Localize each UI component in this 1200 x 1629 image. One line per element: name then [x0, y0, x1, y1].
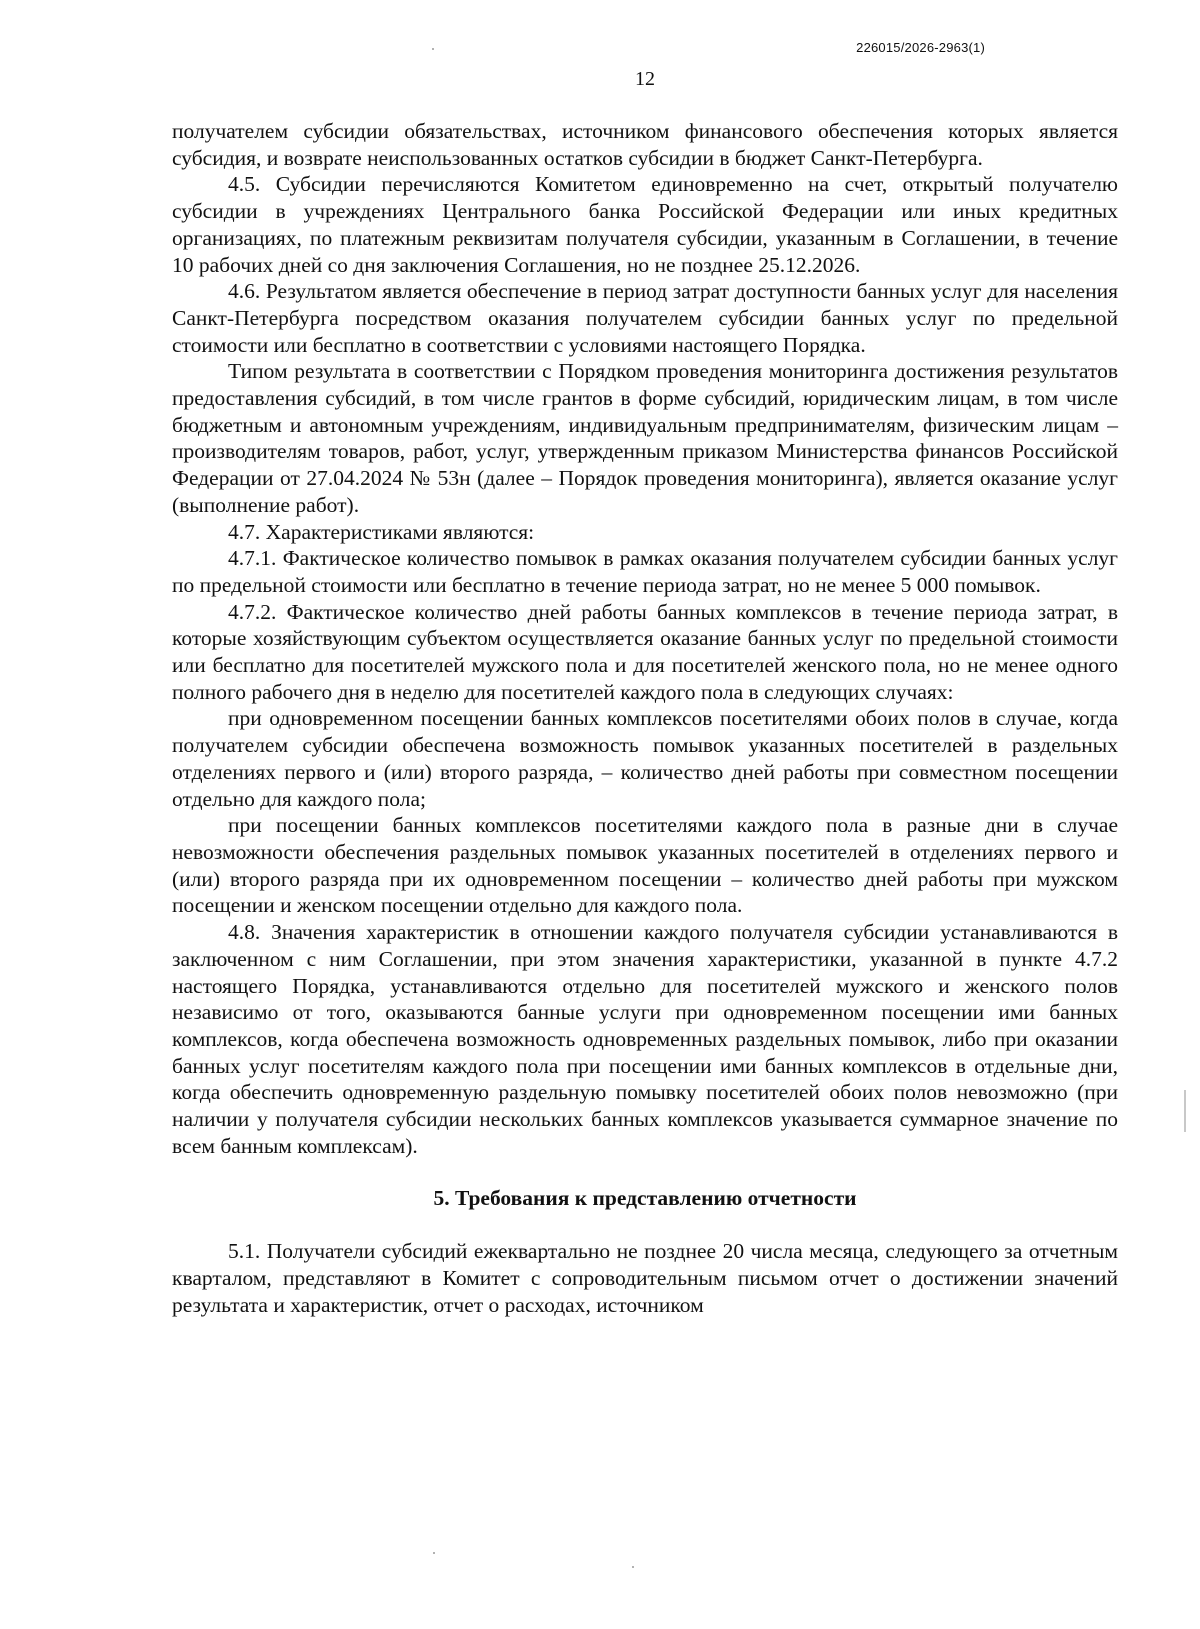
- page-number: 12: [635, 68, 655, 90]
- paragraph-4-7-1: 4.7.1. Фактическое количество помывок в рамках оказания получателем субсидии банных услуг по предельной стоимости или бесплатно в течение периода затрат, но не менее 5 000 помывок.: [172, 546, 1118, 597]
- scan-speck: [432, 48, 434, 50]
- scan-speck: [433, 1552, 435, 1554]
- section-heading-reporting: 5. Требования к представлению отчетности: [433, 1186, 857, 1211]
- paragraph-4-8: 4.8. Значения характеристик в отношении каждого получателя субсидии устанавливаются в заключенном с ним Соглашении, при этом значения характеристики, указанной в пункте 4.7.2 настоящего Порядка, устанавливаются отдельно для посетителей мужского и женского полов независимо от того, оказываются банные услуги при одновременном посещении ими банных комплексов, когда обеспечена возможность одновременных раздельных помывок, либо при оказании банных услуг посетителям каждого пола при посещении ими банных комплексов в отдельные дни, когда обеспечить одновременную раздельную помывку посетителей обоих полов невозможно (при наличии у получателя субсидии нескольких банных комплексов указывается суммарное значение по всем банным комплексам).: [172, 920, 1118, 1158]
- scan-margin-mark: [1184, 1090, 1186, 1132]
- paragraph-4-7: 4.7. Характеристиками являются:: [228, 519, 535, 544]
- paragraph-4-6: 4.6. Результатом является обеспечение в период затрат доступности банных услуг для населения Санкт-Петербурга посредством оказания получателем субсидии банных услуг по предельной стоимости или бесплатно в соответствии с условиями настоящего Порядка.: [172, 279, 1118, 357]
- document-body: [172, 118, 1118, 1318]
- paragraph-4-5: 4.5. Субсидии перечисляются Комитетом единовременно на счет, открытый получателю субсидии в учреждениях Центрального банка Российской Федерации или иных кредитных организациях, по платежным реквизитам получателя субсидии, указанным в Соглашении, в течение 10 рабочих дней со дня заключения Соглашения, но не позднее 25.12.2026.: [172, 172, 1118, 277]
- paragraph-continuation: получателем субсидии обязательствах, источником финансового обеспечения которых является субсидия, и возврате неиспользованных остатков субсидии в бюджет Санкт-Петербурга.: [172, 119, 1118, 170]
- scan-speck: [632, 1566, 634, 1568]
- paragraph-case-separate-days: при посещении банных комплексов посетителями каждого пола в разные дни в случае невозможности обеспечения раздельных помывок указанных посетителей в отделениях первого и (или) второго разряда при их одновременном посещении – количество дней работы при мужском посещении и женском посещении отдельно для каждого пола.: [172, 813, 1118, 918]
- paragraph-5-1: 5.1. Получатели субсидий ежеквартально не позднее 20 числа месяца, следующего за отчетным кварталом, представляют в Комитет с сопроводительным письмом отчет о достижении значений результата и характеристик, отчет о расходах, источником: [172, 1239, 1118, 1317]
- document-registration-number: 226015/2026-2963(1): [856, 40, 985, 55]
- paragraph-case-simultaneous: при одновременном посещении банных комплексов посетителями обоих полов в случае, когда получателем субсидии обеспечена возможность помывок указанных посетителей в раздельных отделениях первого и (или) второго разряда, – количество дней работы при совместном посещении отдельно для каждого пола;: [172, 706, 1118, 811]
- paragraph-result-type: Типом результата в соответствии с Порядком проведения мониторинга достижения результатов предоставления субсидий, в том числе грантов в форме субсидий, юридическим лицам, в том числе бюджетным и автономным учреждениям, индивидуальным предпринимателям, физическим лицам – производителям товаров, работ, услуг, утвержденным приказом Министерства финансов Российской Федерации от 27.04.2024 № 53н (далее – Порядок проведения мониторинга), является оказание услуг (выполнение работ).: [172, 359, 1118, 517]
- paragraph-4-7-2: 4.7.2. Фактическое количество дней работы банных комплексов в течение периода затрат, в которые хозяйствующим субъектом осуществляется оказание банных услуг по предельной стоимости или бесплатно для посетителей мужского пола и для посетителей женского пола, но не менее одного полного рабочего дня в неделю для посетителей каждого пола в следующих случаях:: [172, 599, 1118, 704]
